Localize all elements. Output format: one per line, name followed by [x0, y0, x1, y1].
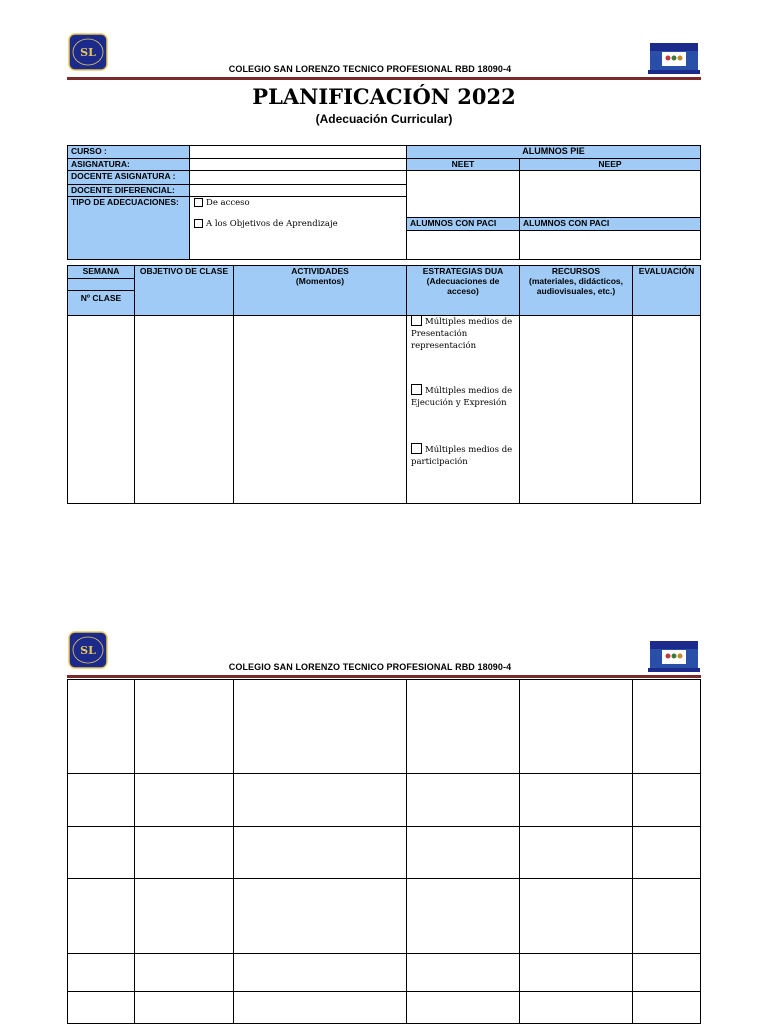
header-evaluacion: EVALUACIÓN [632, 265, 701, 316]
school-logo [68, 33, 108, 71]
page-subtitle: (Adecuación Curricular) [315, 112, 453, 126]
strategy-participacion[interactable] [411, 443, 519, 468]
option-de-acceso-label: De acceso [206, 198, 250, 208]
label-asignatura: ASIGNATURA: [67, 158, 190, 171]
page-2-cell[interactable] [67, 991, 135, 1024]
page-2-cell[interactable] [406, 773, 520, 827]
page-2-cell[interactable] [134, 679, 234, 774]
label-docente-asignatura: DOCENTE ASIGNATURA : [67, 170, 190, 185]
field-docente-asignatura[interactable] [189, 170, 407, 185]
page-2-cell[interactable] [67, 826, 135, 879]
page-2-cell[interactable] [233, 878, 407, 954]
school-emblem-icon [648, 41, 700, 75]
header-recursos [519, 265, 633, 316]
page-2-cell[interactable] [519, 826, 633, 879]
cell-actividades[interactable] [233, 315, 407, 504]
field-alumnos-paci-right[interactable] [519, 230, 701, 260]
header-estrategias [406, 265, 520, 316]
header-estrategias-sub: (Adecuaciones de acceso) [426, 276, 500, 296]
page-2-cell[interactable] [632, 679, 701, 774]
page-2-cell[interactable] [519, 991, 633, 1024]
page-2-cell[interactable] [67, 679, 135, 774]
checkbox-icon[interactable] [411, 384, 422, 395]
page-2-cell[interactable] [632, 826, 701, 879]
option-de-acceso[interactable] [194, 198, 250, 209]
page-2-cell[interactable] [519, 878, 633, 954]
label-neet: NEET [406, 158, 520, 171]
page-2-cell[interactable] [632, 773, 701, 827]
page-2-cell[interactable] [406, 826, 520, 879]
school-emblem-icon [648, 639, 700, 673]
logo-letters: SL [80, 46, 96, 59]
strategy-presentacion[interactable] [411, 315, 519, 352]
logo-letters: SL [80, 644, 96, 657]
option-objetivos[interactable] [194, 219, 338, 230]
page-2-cell[interactable] [406, 991, 520, 1024]
page-2-cell[interactable] [519, 773, 633, 827]
header-recursos-label: RECURSOS [551, 266, 601, 276]
page-2-cell[interactable] [406, 878, 520, 954]
label-alumnos-paci-left: ALUMNOS CON PACI [406, 217, 520, 231]
page-2-cell[interactable] [406, 953, 520, 992]
strategy-ejecucion[interactable] [411, 384, 519, 409]
checkbox-icon[interactable] [411, 315, 422, 326]
strategy-participacion-label: Múltiples medios de participación [411, 445, 513, 467]
school-name-line: COLEGIO SAN LORENZO TECNICO PROFESIONAL RBD 18090-4 [228, 64, 512, 74]
page-2-cell[interactable] [134, 773, 234, 827]
label-alumnos-paci-right: ALUMNOS CON PACI [519, 217, 701, 231]
page-2-cell[interactable] [632, 953, 701, 992]
label-alumnos-pie: ALUMNOS PIE [406, 145, 701, 159]
page-2-cell[interactable] [134, 826, 234, 879]
page-2-cell[interactable] [233, 991, 407, 1024]
label-curso: CURSO : [67, 145, 190, 159]
page-2-cell[interactable] [233, 773, 407, 827]
label-neep: NEEP [519, 158, 701, 171]
header-objetivo: OBJETIVO DE CLASE [134, 265, 234, 316]
strategy-presentacion-label: Múltiples medios de Presentación representación [411, 317, 513, 351]
school-logo-page-2 [68, 631, 108, 669]
field-neep[interactable] [519, 170, 701, 218]
label-docente-diferencial: DOCENTE DIFERENCIAL: [67, 184, 190, 197]
page-2-cell[interactable] [233, 826, 407, 879]
page-2-cell[interactable] [67, 773, 135, 827]
field-alumnos-paci-left[interactable] [406, 230, 520, 260]
header-n-clase: Nº CLASE [67, 290, 135, 316]
school-name-line-page-2: COLEGIO SAN LORENZO TECNICO PROFESIONAL RBD 18090-4 [228, 662, 512, 672]
field-curso[interactable] [189, 145, 407, 159]
cell-evaluacion[interactable] [632, 315, 701, 504]
page-2-cell[interactable] [233, 953, 407, 992]
field-neet[interactable] [406, 170, 520, 218]
page-2-cell[interactable] [67, 953, 135, 992]
page-title: PLANIFICACIÓN 2022 [252, 84, 516, 109]
header-recursos-sub: (materiales, didácticos, audiovisuales, etc.) [528, 276, 623, 296]
page-2-cell[interactable] [519, 679, 633, 774]
header-rule-page-2 [67, 675, 701, 678]
checkbox-icon[interactable] [411, 443, 422, 454]
header-actividades [233, 265, 407, 316]
header-estrategias-label: ESTRATEGIAS DUA [422, 266, 504, 276]
page-2-cell[interactable] [233, 679, 407, 774]
header-semana: SEMANA [67, 265, 135, 279]
page-2-cell[interactable] [632, 991, 701, 1024]
option-objetivos-label: A los Objetivos de Aprendizaje [206, 219, 338, 229]
cell-objetivo[interactable] [134, 315, 234, 504]
page-2-cell[interactable] [134, 991, 234, 1024]
cell-semana[interactable] [67, 315, 135, 504]
page-2-cell[interactable] [134, 878, 234, 954]
header-rule [67, 77, 701, 80]
page-2-cell[interactable] [406, 679, 520, 774]
page-2-cell[interactable] [632, 878, 701, 954]
checkbox-icon[interactable] [194, 219, 203, 228]
page-2-cell[interactable] [134, 953, 234, 992]
cell-recursos[interactable] [519, 315, 633, 504]
strategy-ejecucion-label: Múltiples medios de Ejecución y Expresión [411, 386, 513, 408]
checkbox-icon[interactable] [194, 198, 203, 207]
header-momentos-label: (Momentos) [295, 276, 345, 286]
label-tipo-adecuaciones: TIPO DE ADECUACIONES: [67, 196, 190, 260]
page-2-cell[interactable] [67, 878, 135, 954]
page-2-cell[interactable] [519, 953, 633, 992]
header-actividades-label: ACTIVIDADES [291, 266, 349, 276]
